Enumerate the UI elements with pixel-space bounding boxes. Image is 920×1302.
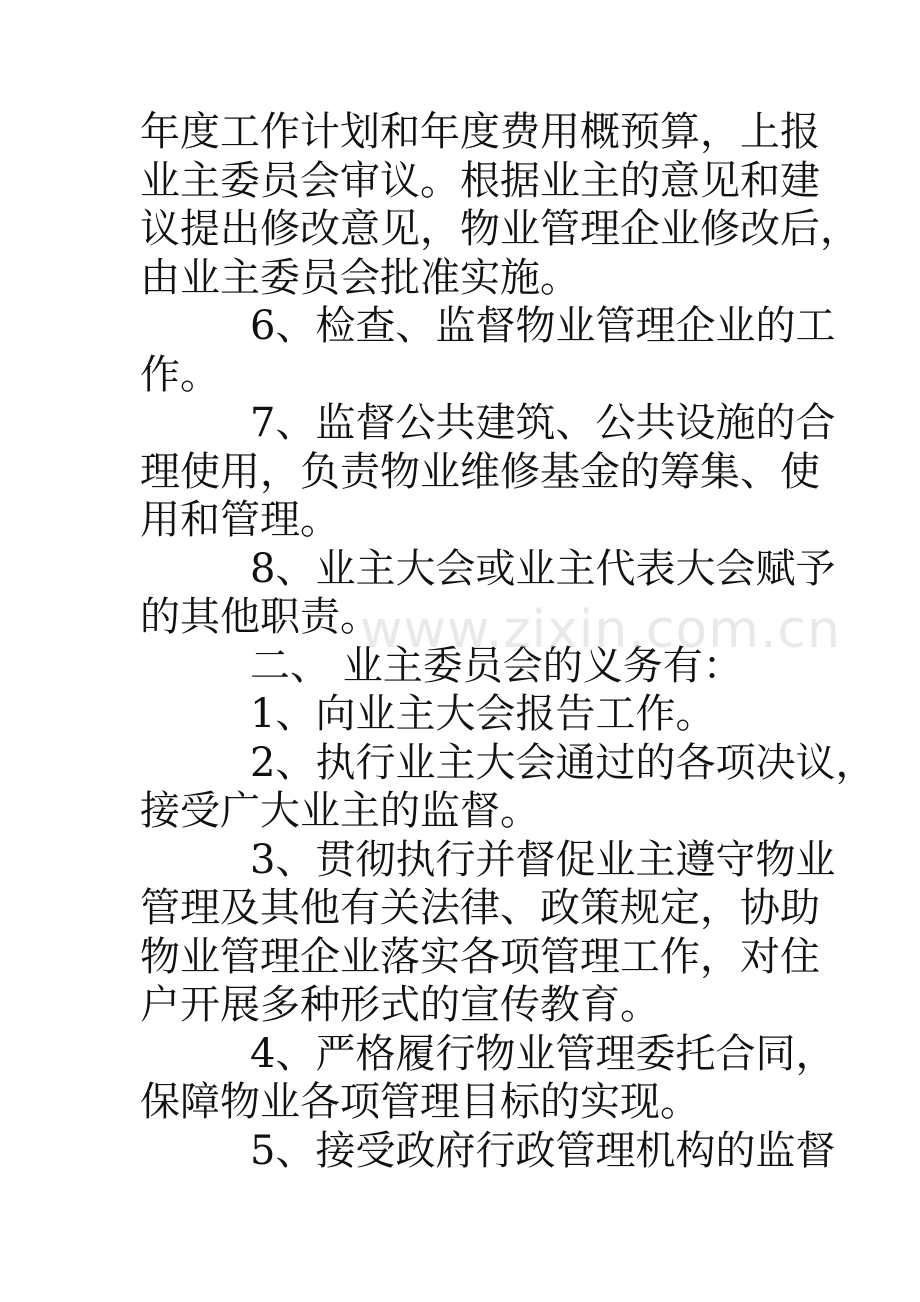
text-line: 5、接受政府行政管理机构的监督 xyxy=(250,1127,836,1174)
text-line: 7、监督公共建筑、公共设施的合 xyxy=(250,400,836,446)
text-line: 用和管理。 xyxy=(140,497,340,543)
text-line: 1、向业主大会报告工作。 xyxy=(250,691,716,737)
text-line: 2、执行业主大会通过的各项决议， xyxy=(250,739,876,786)
text-line: 3、贯彻执行并督促业主遵守物业 xyxy=(250,836,836,883)
text-line: 年度工作计划和年度费用概预算，上报 xyxy=(140,109,820,155)
text-line: 议提出修改意见，物业管理企业修改后， xyxy=(140,206,860,252)
text-line: 户开展多种形式的宣传教育。 xyxy=(140,982,660,1028)
document-body xyxy=(140,108,876,1175)
text-line: 业主委员会审议。根据业主的意见和建 xyxy=(140,157,820,204)
text-line: 6、检查、监督物业管理企业的工 xyxy=(250,303,836,349)
text-line: 8、业主大会或业主代表大会赋予 xyxy=(250,545,836,592)
text-line: 由业主委员会批准实施。 xyxy=(140,254,580,301)
text-line: 保障物业各项管理目标的实现。 xyxy=(140,1079,700,1125)
text-line: 4、严格履行物业管理委托合同， xyxy=(250,1030,836,1077)
text-line: 的其他职责。 xyxy=(140,594,380,640)
watermark: www.zixin.com.cn xyxy=(360,600,841,660)
text-line: 管理及其他有关法律、政策规定，协助 xyxy=(140,885,820,931)
text-line: 理使用，负责物业维修基金的筹集、使 xyxy=(140,448,820,495)
text-line: 接受广大业主的监督。 xyxy=(140,788,540,834)
section-heading: 二、 业主委员会的义务有： xyxy=(250,642,743,689)
text-line: 作。 xyxy=(140,351,220,398)
text-line: 物业管理企业落实各项管理工作，对住 xyxy=(140,933,820,980)
